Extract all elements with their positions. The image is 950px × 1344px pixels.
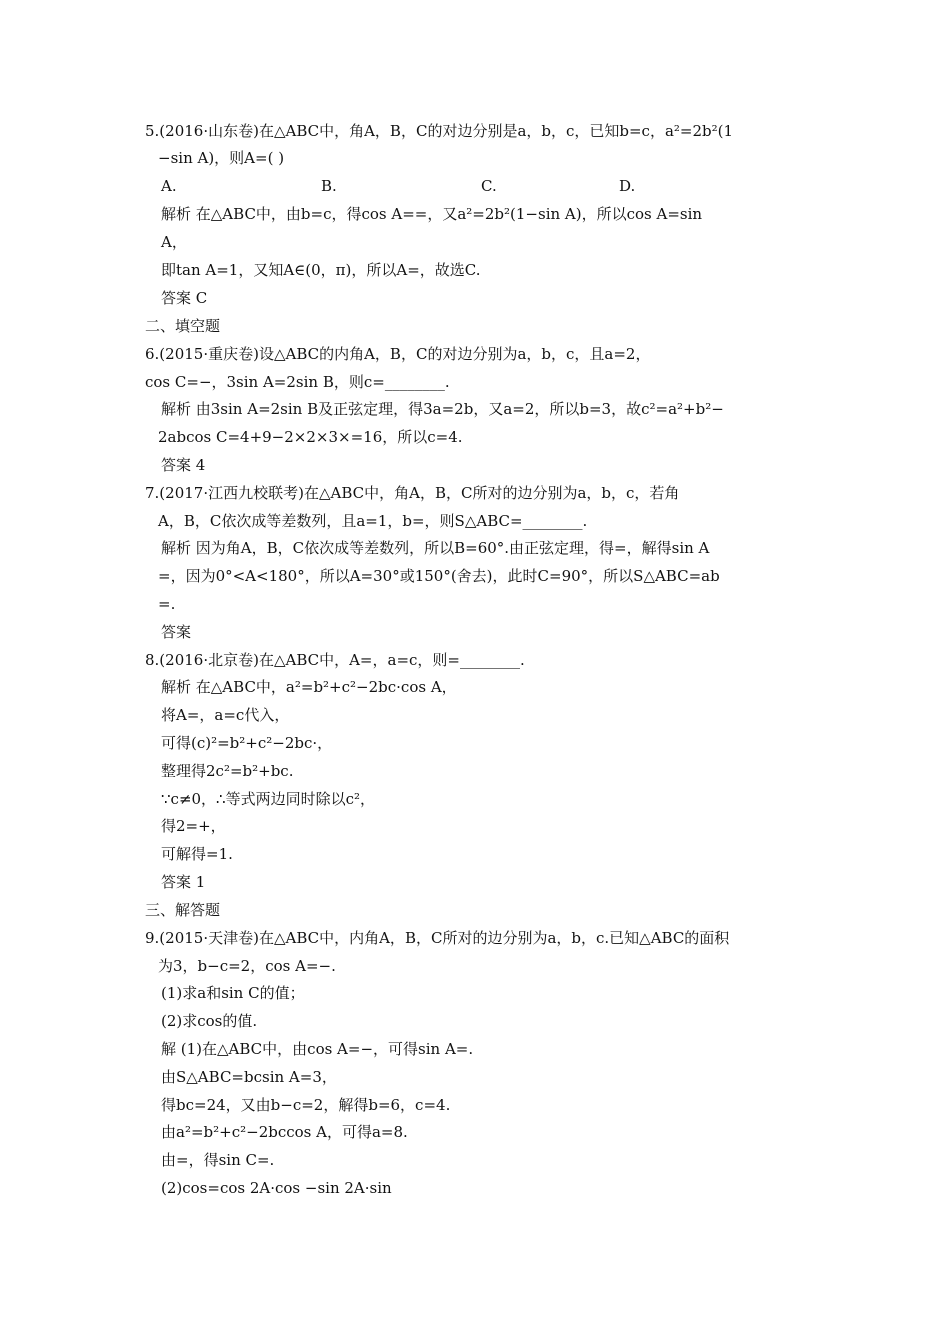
q5-option-b: B. bbox=[321, 177, 337, 195]
q8-analysis-line6: 得2=+， bbox=[161, 817, 226, 835]
q6-stem-line2: cos C=−，3sin A=2sin B，则c=________. bbox=[145, 373, 450, 391]
q9-solution-line6: (2)cos=cos 2A·cos −sin 2A·sin bbox=[161, 1179, 392, 1197]
q5-stem-line2: −sin A)，则A=( ) bbox=[158, 149, 285, 167]
q9-part1-question: (1)求a和sin C的值； bbox=[161, 984, 305, 1002]
q9-solution-line4: 由a²=b²+c²−2bccos A，可得a=8. bbox=[161, 1123, 408, 1141]
q5-analysis-line2: A， bbox=[161, 233, 187, 251]
q5-answer: 答案 C bbox=[161, 289, 208, 307]
q9-stem-line2: 为3，b−c=2，cos A=−. bbox=[158, 957, 336, 975]
q7-analysis-line2: =，因为0°<A<180°，所以A=30°或150°(舍去)，此时C=90°，所以S△ABC=ab bbox=[158, 567, 720, 585]
q8-answer: 答案 1 bbox=[161, 873, 206, 891]
q8-analysis-line3: 可得(c)²=b²+c²−2bc·， bbox=[161, 734, 333, 752]
section-fill-in-heading: 二、填空题 bbox=[145, 317, 221, 335]
q7-analysis-line3: =. bbox=[158, 595, 176, 613]
q5-option-c: C. bbox=[481, 177, 497, 195]
q6-stem-line1: 6.(2015·重庆卷)设△ABC的内角A，B，C的对边分别为a，b，c，且a=2， bbox=[145, 345, 651, 363]
q5-option-a: A. bbox=[161, 177, 177, 195]
q7-stem-line2: A，B，C依次成等差数列，且a=1，b=，则S△ABC=________. bbox=[158, 512, 588, 530]
q6-analysis-line1: 解析 由3sin A=2sin B及正弦定理，得3a=2b，又a=2，所以b=3，故c²=a²+b²− bbox=[161, 400, 724, 418]
section-solution-heading: 三、解答题 bbox=[145, 901, 221, 919]
q9-stem-line1: 9.(2015·天津卷)在△ABC中，内角A，B，C所对的边分别为a，b，c.已知△ABC的面积 bbox=[145, 929, 730, 947]
q8-analysis-line2: 将A=，a=c代入， bbox=[161, 706, 290, 724]
q9-solution-line5: 由=，得sin C=. bbox=[161, 1151, 275, 1169]
q9-solution-line3: 得bc=24，又由b−c=2，解得b=6，c=4. bbox=[161, 1096, 451, 1114]
q5-option-d: D. bbox=[619, 177, 636, 195]
q9-solution-line1: 解 (1)在△ABC中，由cos A=−，可得sin A=. bbox=[161, 1040, 474, 1058]
q5-stem-line1: 5.(2016·山东卷)在△ABC中，角A，B，C的对边分别是a，b，c，已知b=c，a²=2b²(1 bbox=[145, 122, 734, 140]
q8-analysis-line1: 解析 在△ABC中，a²=b²+c²−2bc·cos A， bbox=[161, 678, 457, 696]
q6-answer: 答案 4 bbox=[161, 456, 206, 474]
q5-analysis-line1: 解析 在△ABC中，由b=c，得cos A==，又a²=2b²(1−sin A)，所以cos A=sin bbox=[161, 205, 703, 223]
q8-stem: 8.(2016·北京卷)在△ABC中，A=，a=c，则=________. bbox=[145, 651, 525, 669]
q5-analysis-line3: 即tan A=1，又知A∈(0，π)，所以A=，故选C. bbox=[161, 261, 481, 279]
q8-analysis-line5: ∵c≠0，∴等式两边同时除以c²， bbox=[161, 790, 376, 808]
q6-analysis-line2: 2abcos C=4+9−2×2×3×=16，所以c=4. bbox=[158, 428, 463, 446]
q9-part2-question: (2)求cos的值. bbox=[161, 1012, 258, 1030]
q7-stem-line1: 7.(2017·江西九校联考)在△ABC中，角A，B，C所对的边分别为a，b，c，若角 bbox=[145, 484, 680, 502]
q7-analysis-line1: 解析 因为角A，B，C依次成等差数列，所以B=60°.由正弦定理，得=，解得sin A bbox=[161, 539, 710, 557]
q9-solution-line2: 由S△ABC=bcsin A=3， bbox=[161, 1068, 337, 1086]
q7-answer: 答案 bbox=[161, 623, 192, 641]
q8-analysis-line4: 整理得2c²=b²+bc. bbox=[161, 762, 294, 780]
q8-analysis-line7: 可解得=1. bbox=[161, 845, 233, 863]
